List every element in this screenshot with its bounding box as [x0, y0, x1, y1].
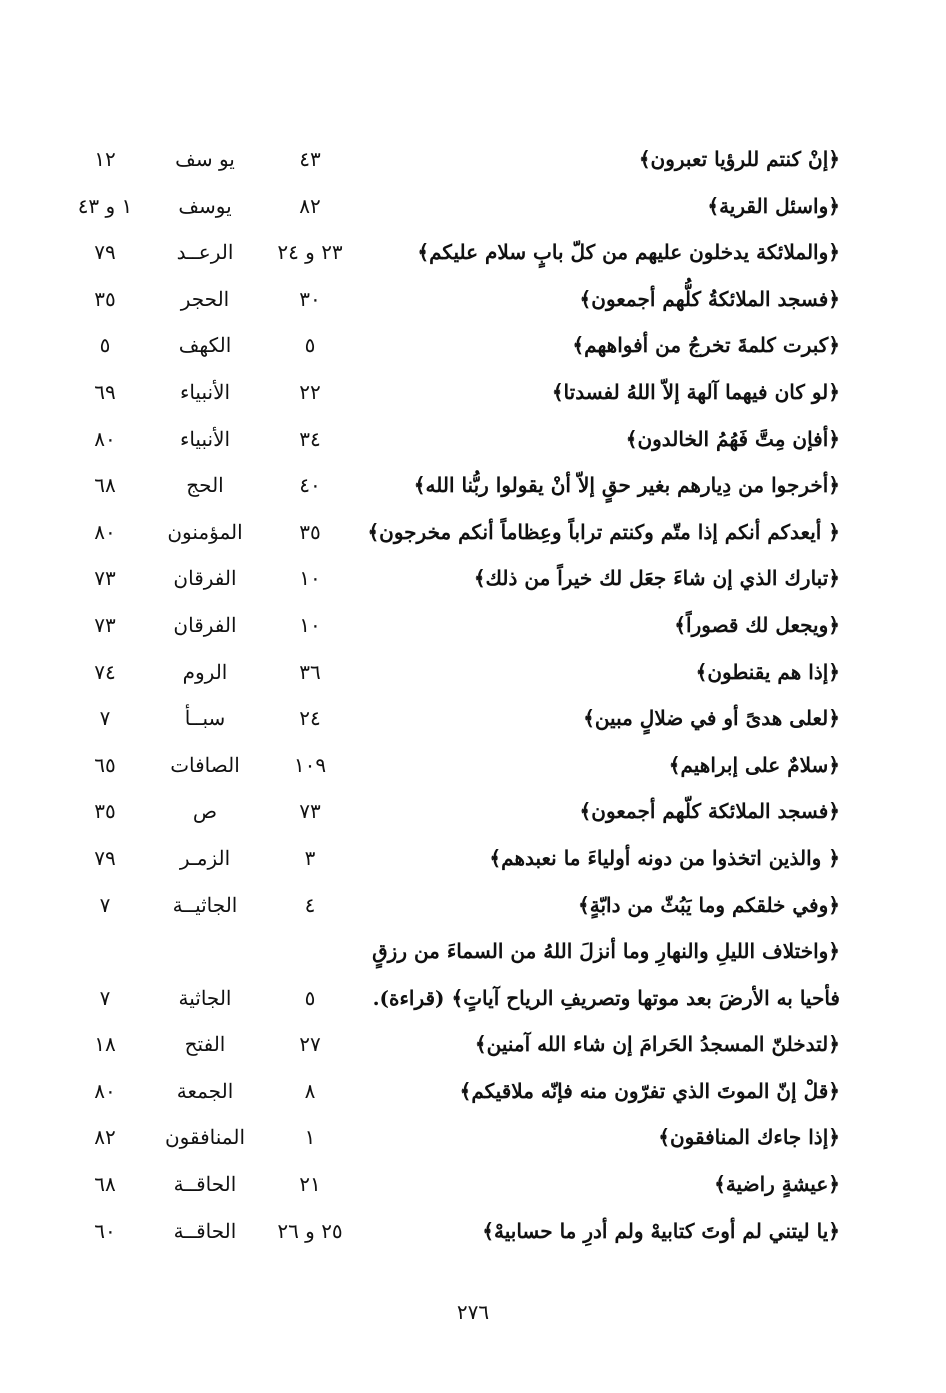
verse-text: ﴿ والذين اتخذوا من دونه أولياءَ ما نعبدهم﴾: [489, 845, 840, 870]
page-reference: [60, 928, 150, 975]
table-row: [60, 555, 840, 602]
surah-name: الزمـر: [179, 845, 231, 870]
page-reference: ٣٥: [94, 286, 116, 311]
surah-name: الحاقــة: [173, 1172, 237, 1197]
ayah-number: ٥: [304, 333, 316, 358]
table-row: [60, 509, 840, 556]
surah-name: الرعــد: [176, 240, 234, 265]
page-reference: ١ و ٤٣: [77, 193, 133, 218]
ayah-number: ٢١: [299, 1172, 321, 1197]
ayah-number: ١٠: [299, 566, 321, 591]
surah-name: يو سف: [175, 147, 235, 171]
ayah-number: ٤٠: [299, 473, 321, 498]
surah-name: الفرقان: [173, 612, 237, 637]
table-row: [60, 742, 840, 789]
surah-name: الجاثية: [178, 985, 232, 1010]
ayah-number: ٢٧: [299, 1032, 321, 1057]
table-row: [60, 788, 840, 835]
surah-name: الكهف: [178, 333, 232, 358]
table-row: [60, 462, 840, 509]
table-row: [60, 276, 840, 323]
surah-name: الحج: [186, 473, 224, 498]
page-reference: ٧٣: [94, 566, 116, 591]
ayah-number: ٧٣: [299, 799, 321, 824]
surah-name: الحجر: [180, 286, 230, 311]
table-row: [60, 975, 840, 1022]
ayah-number: ١٠٩: [293, 752, 327, 777]
page-reference: ٣٥: [94, 799, 116, 824]
page-reference: ٦٠: [94, 1218, 116, 1243]
surah-name: المنافقون: [164, 1125, 246, 1150]
page-reference: ٨٠: [94, 1078, 116, 1103]
table-row: [60, 1114, 840, 1161]
surah-name: الجمعة: [176, 1078, 234, 1103]
ayah-number: ٣٦: [299, 659, 321, 684]
verse-text: فأحيا به الأرضَ بعد موتها وتصريفِ الرياح آياتٍ﴾ (قراءة).: [372, 985, 840, 1010]
surah-name: الصافات: [170, 752, 240, 777]
ayah-number: ٢٥ و ٢٦: [277, 1218, 343, 1243]
page-reference: ٨٢: [94, 1125, 116, 1150]
page-reference: ٧٩: [94, 845, 116, 870]
table-row: [60, 1068, 840, 1115]
surah-name: الروم: [182, 659, 228, 684]
verse-text: ﴿لو كان فيهما آلهة إلاّ اللهُ لفسدتا﴾: [551, 379, 840, 404]
table-row: [60, 229, 840, 276]
verse-text: ﴿واختلاف الليلِ والنهارِ وما أنزلَ اللهُ من السماءَ من رزقٍ: [372, 939, 840, 964]
ayah-number: ٣: [304, 845, 316, 870]
surah-name: يوسف: [178, 193, 232, 218]
surah-name: الفرقان: [173, 566, 237, 591]
verse-text: ﴿وفي خلقكم وما يَبُثّ من دابّةٍ﴾: [578, 892, 840, 917]
surah-name: الجاثيــة: [172, 892, 238, 917]
ayah-number: ٤: [304, 892, 316, 917]
page-reference: ٦٩: [94, 379, 116, 404]
ayah-number: ٨٢: [299, 193, 321, 218]
ayah-number: ٨: [304, 1078, 316, 1103]
ayah-number: ٢٢: [299, 379, 321, 404]
verse-text: ﴿عيشةٍ راضية﴾: [714, 1172, 840, 1197]
page-reference: ٦٨: [94, 473, 116, 498]
surah-name: الفتح: [184, 1032, 226, 1057]
verse-text: ﴿فسجد الملائكةُ كلُّهم أجمعون﴾: [579, 286, 840, 311]
verse-text: ﴿لعلى هدىً أو في ضلالٍ مبين﴾: [583, 706, 840, 731]
page-reference: ١٢: [94, 147, 116, 171]
verse-text: ﴿والملائكة يدخلون عليهم من كلّ بابٍ سلام عليكم﴾: [417, 240, 840, 265]
page-reference: ٧: [99, 985, 111, 1010]
ayah-number: ١٠: [299, 612, 321, 637]
table-row: [60, 136, 840, 183]
surah-name: ص: [192, 799, 218, 824]
ayah-number: [260, 928, 360, 975]
verse-text: ﴿تبارك الذي إن شاءَ جعَل لك خيراً من ذلك﴾: [473, 566, 840, 591]
verse-text: ﴿واسئل القرية﴾: [707, 193, 840, 218]
verse-text: ﴿إنْ كنتم للرؤيا تعبرون﴾: [638, 147, 840, 171]
table-row: [60, 695, 840, 742]
page-reference: ٧٩: [94, 240, 116, 265]
page-reference: ٦٥: [94, 752, 116, 777]
verse-text: ﴿فسجد الملائكة كلّهم أجمعون﴾: [579, 799, 840, 824]
verse-text: ﴿قلْ إنّ الموتَ الذي تفرّون منه فإنّه ملاقيكم﴾: [459, 1078, 840, 1103]
page-reference: ٨٠: [94, 519, 116, 544]
surah-name: سبــأ: [184, 706, 226, 731]
ayah-number: ٣٤: [299, 426, 321, 451]
page-reference: ٦٨: [94, 1172, 116, 1197]
verse-text: ﴿أفإن مِتَّ فَهُمُ الخالدون﴾: [625, 426, 840, 451]
table-row: [60, 882, 840, 929]
surah-name: [150, 928, 260, 975]
page-reference: ٧٤: [94, 659, 116, 684]
verse-index-table: [60, 136, 840, 1254]
verse-text: ﴿ أيعدكم أنكم إذا متّم وكنتم تراباً وعِظاماً أنكم مخرجون﴾: [367, 519, 840, 544]
table-row: [60, 1161, 840, 1208]
page-reference: ٧٣: [94, 612, 116, 637]
table-row: [60, 928, 840, 975]
verse-text: ﴿إذا جاءك المنافقون﴾: [658, 1125, 840, 1150]
verse-text: ﴿يا ليتني لم أوتَ كتابيهْ ولم أدرِ ما حسابيهْ﴾: [482, 1218, 840, 1243]
surah-name: المؤمنون: [167, 519, 243, 544]
page-reference: ٧: [99, 892, 111, 917]
page-reference: ١٨: [94, 1032, 116, 1057]
table-row: [60, 602, 840, 649]
table-row: [60, 649, 840, 696]
table-row: [60, 183, 840, 230]
ayah-number: ٤٣: [299, 147, 321, 171]
verse-text: ﴿أخرجوا من دِيارهم بغير حقٍ إلاّ أنْ يقولوا ربُّنا الله﴾: [413, 473, 840, 498]
table-row: [60, 1021, 840, 1068]
page-number: ٢٧٦: [456, 1300, 490, 1324]
table-row: [60, 369, 840, 416]
surah-name: الأنبياء: [179, 379, 231, 404]
verse-text: ﴿ويجعل لك قصوراً﴾: [674, 612, 840, 637]
ayah-number: ١: [304, 1125, 316, 1150]
ayah-number: ٣٥: [299, 519, 321, 544]
table-row: [60, 416, 840, 463]
page-reference: ٥: [99, 333, 111, 358]
verse-text: ﴿إذا هم يقنطون﴾: [695, 659, 840, 684]
table-row: [60, 1208, 840, 1255]
verse-text: ﴿لتدخلنّ المسجدُ الحَرامَ إن شاء الله آمنين﴾: [474, 1032, 840, 1057]
page-reference: ٧: [99, 706, 111, 731]
surah-name: الحاقــة: [173, 1218, 237, 1243]
table-row: [60, 835, 840, 882]
verse-text: ﴿سلامٌ على إبراهيم﴾: [668, 752, 840, 777]
page-reference: ٨٠: [94, 426, 116, 451]
surah-name: الأنبياء: [179, 426, 231, 451]
ayah-number: ٢٤: [299, 706, 321, 731]
verse-text: ﴿كبرت كلمةَ تخرجُ من أفواههم﴾: [572, 333, 840, 358]
table-row: [60, 322, 840, 369]
ayah-number: ٥: [304, 985, 316, 1010]
ayah-number: ٣٠: [299, 286, 321, 311]
ayah-number: ٢٣ و ٢٤: [277, 240, 343, 265]
